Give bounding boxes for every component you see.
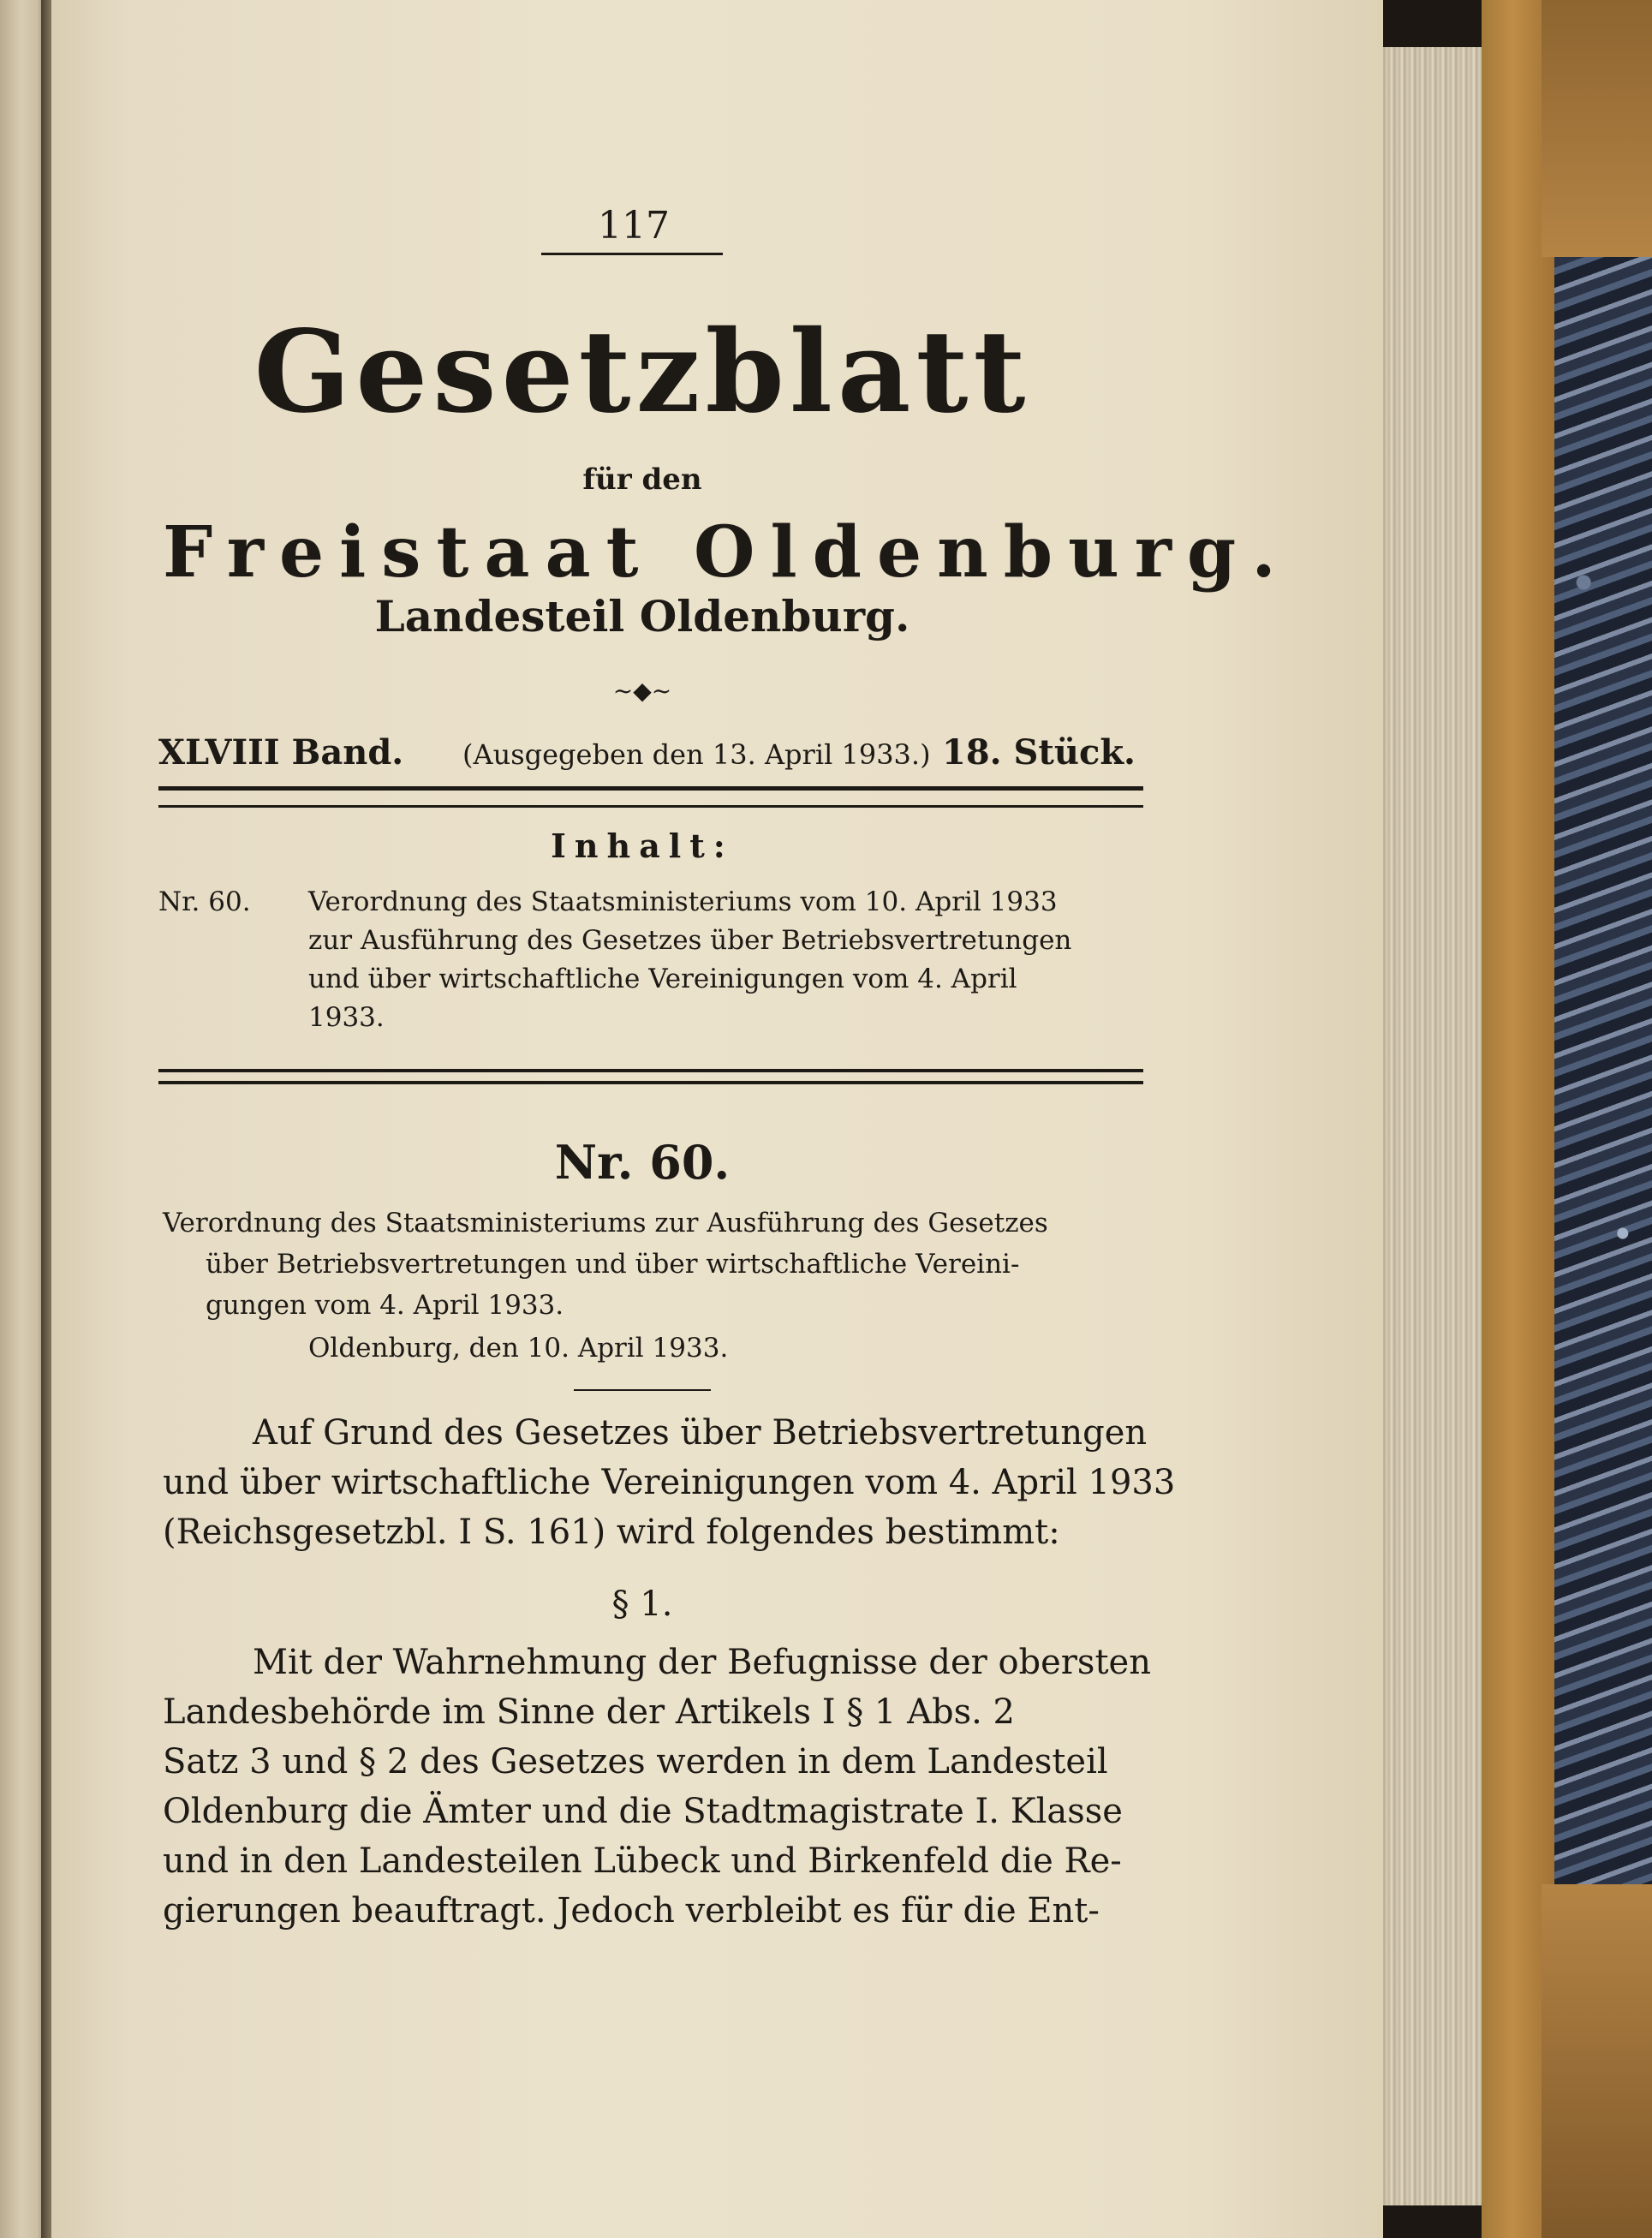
contents-line: 1933.	[308, 1002, 385, 1033]
section-line: Landesbehörde im Sinne der Artikels I § 1 Abs. 2	[163, 1692, 1015, 1732]
contents-entry-number: Nr. 60.	[158, 886, 251, 917]
ordinance-title-line: über Betriebsvertretungen und über wirtschaftliche Vereini-	[206, 1249, 1020, 1280]
masthead-part: Landesteil Oldenburg.	[374, 591, 910, 642]
ordinance-number: Nr. 60.	[554, 1135, 731, 1190]
section-line: Oldenburg die Ämter und die Stadtmagistrate I. Klasse	[163, 1792, 1123, 1831]
book-cover-bottom	[1542, 1884, 1652, 2238]
contents-heading: Inhalt:	[551, 827, 734, 865]
section-heading: § 1.	[611, 1585, 673, 1624]
masthead-fuer-den: für den	[582, 463, 702, 497]
section-line: Mit der Wahrnehmung der Befugnisse der obersten	[253, 1643, 1151, 1682]
page-number: 117	[598, 204, 670, 248]
preamble-line: und über wirtschaftliche Vereinigungen vom 4. April 1933	[163, 1463, 1176, 1502]
piece-number: 18. Stück.	[942, 732, 1136, 773]
issue-rule-thick	[158, 786, 1143, 791]
document-page	[51, 0, 1383, 2238]
page-number-rule	[541, 253, 723, 255]
book-cover-top	[1542, 0, 1652, 257]
ornament: ~◆~	[612, 677, 672, 705]
contents-line: Verordnung des Staatsministeriums vom 10. April 1933	[308, 886, 1058, 917]
contents-rule-bottom-1	[158, 1069, 1143, 1072]
preamble-line: Auf Grund des Gesetzes über Betriebsvertretungen	[253, 1413, 1148, 1453]
left-facing-page	[0, 0, 47, 2238]
ordinance-title-line: Verordnung des Staatsministeriums zur Ausführung des Gesetzes	[163, 1208, 1048, 1238]
section-line: und in den Landesteilen Lübeck und Birkenfeld die Re-	[163, 1841, 1122, 1881]
page-edges	[1375, 47, 1488, 2205]
preamble-line: (Reichsgesetzbl. I S. 161) wird folgendes bestimmt:	[163, 1513, 1060, 1552]
place-date: Oldenburg, den 10. April 1933.	[308, 1333, 729, 1364]
place-date-rule	[574, 1389, 711, 1391]
ordinance-title-line: gungen vom 4. April 1933.	[206, 1290, 564, 1321]
section-line: Satz 3 und § 2 des Gesetzes werden in dem Landesteil	[163, 1742, 1108, 1781]
volume: XLVIII Band.	[158, 732, 404, 773]
section-line: gierungen beauftragt. Jedoch verbleibt es für die Ent-	[163, 1891, 1100, 1931]
marbled-cover	[1554, 257, 1652, 1884]
contents-line: und über wirtschaftliche Vereinigungen vom 4. April	[308, 964, 1017, 994]
contents-rule-top	[158, 805, 1143, 808]
masthead-state: Freistaat Oldenburg.	[163, 511, 1291, 594]
contents-rule-bottom-2	[158, 1081, 1143, 1084]
masthead-title: Gesetzblatt	[253, 306, 1031, 439]
issue-date: (Ausgegeben den 13. April 1933.)	[462, 738, 931, 771]
contents-line: zur Ausführung des Gesetzes über Betriebsvertretungen	[308, 925, 1072, 956]
